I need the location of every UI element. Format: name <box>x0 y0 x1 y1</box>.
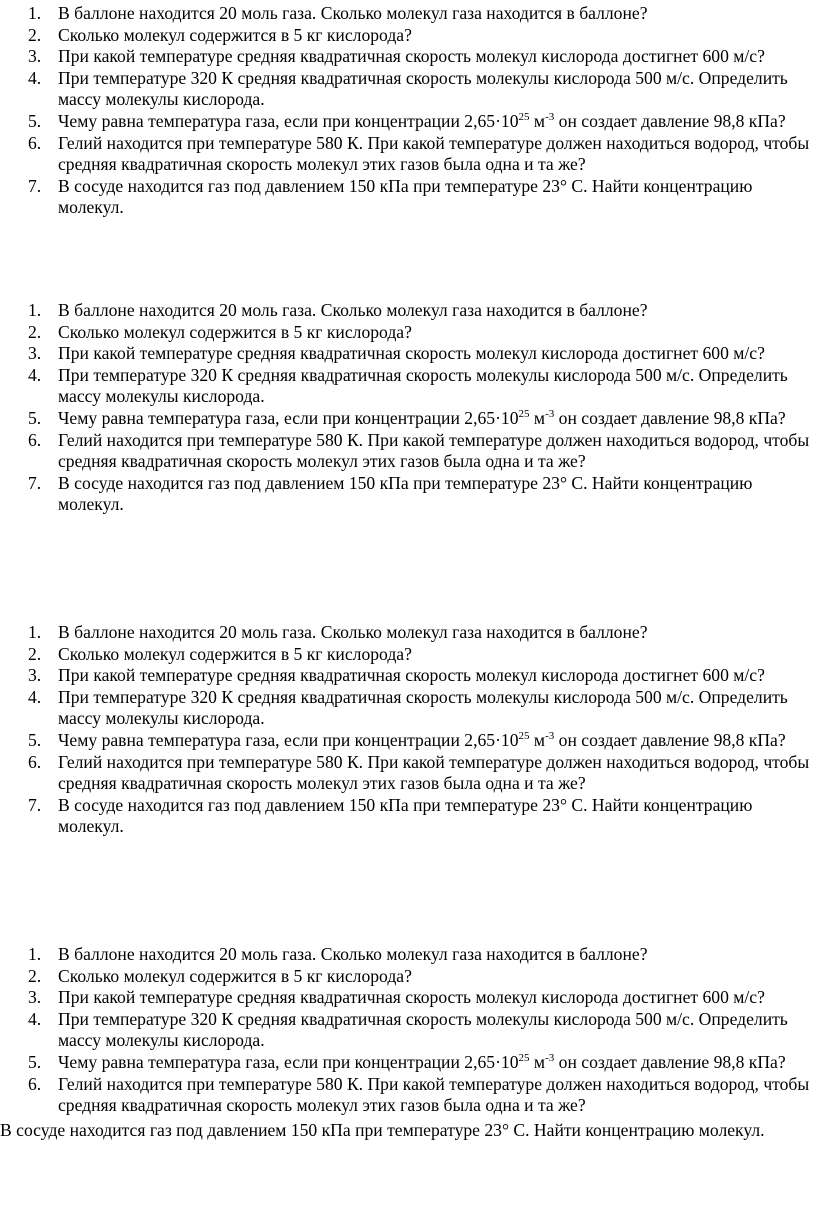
superscript-exponent: -3 <box>545 407 555 420</box>
problem-list-4 <box>0 944 816 1143</box>
problem-number: 3. <box>28 987 42 1008</box>
problem-text <box>58 300 648 320</box>
problem-text <box>58 987 765 1007</box>
problem-text <box>58 430 809 472</box>
problem-text <box>58 752 809 794</box>
problem-item <box>0 1074 816 1117</box>
text-run: При какой температуре средняя квадратичная скорость молекул кислорода достигнет 600 м/с? <box>58 987 765 1008</box>
text-run: В баллоне находится 20 моль газа. Сколько молекул газа находится в баллоне? <box>58 622 648 642</box>
problem-number: 7. <box>28 175 42 196</box>
superscript-exponent: -3 <box>545 1051 555 1064</box>
problem-text <box>58 133 809 175</box>
problem-item <box>0 343 816 365</box>
problem-number: 1. <box>28 3 42 23</box>
text-run: При температуре 320 К средняя квадратичная скорость молекулы кислорода 500 м/с. Определить массу молекулы кислорода. <box>58 1008 788 1051</box>
text-run: В сосуде находится газ под давлением 150 кПа при температуре 23° С. Найти концентрацию молекул. <box>58 175 753 218</box>
problem-text <box>58 730 786 750</box>
text-run: При температуре 320 К средняя квадратичная скорость молекулы кислорода 500 м/с. Определить массу молекулы кислорода. <box>58 364 788 407</box>
problem-number: 5. <box>28 110 42 131</box>
problem-item <box>0 300 816 322</box>
problem-text <box>58 322 412 342</box>
problem-item <box>0 3 816 25</box>
text-run: Чему равна температура газа, если при концентрации 2,65·10 <box>58 729 519 750</box>
problem-number: 1. <box>28 622 42 642</box>
text-run: Сколько молекул содержится в 5 кг кислорода? <box>58 24 412 45</box>
problem-text <box>58 408 786 428</box>
superscript-exponent: 25 <box>518 1051 530 1064</box>
problem-item <box>0 133 816 176</box>
text-run: Сколько молекул содержится в 5 кг кислорода? <box>58 643 412 664</box>
problem-text-unnumbered: В сосуде находится газ под давлением 150 кПа при температуре 23° С. Найти концентрацию молекул. <box>0 1119 765 1140</box>
text-run: м <box>529 110 546 131</box>
problem-list-3 <box>0 622 816 838</box>
problem-item <box>0 987 816 1009</box>
problem-number: 3. <box>28 343 42 364</box>
problem-number: 4. <box>28 67 42 88</box>
problem-item <box>0 176 816 219</box>
text-run: Чему равна температура газа, если при концентрации 2,65·10 <box>58 110 519 131</box>
problem-item <box>0 322 816 344</box>
problem-number: 2. <box>28 643 42 664</box>
problem-number: 7. <box>28 794 42 815</box>
text-run: м <box>529 1051 546 1072</box>
text-run: он создает давление 98,8 кПа? <box>554 110 786 131</box>
text-run: м <box>529 729 546 750</box>
problem-text <box>58 68 788 110</box>
problem-text <box>58 46 765 66</box>
problem-number: 6. <box>28 751 42 772</box>
problem-item <box>0 622 816 644</box>
problem-number: 2. <box>28 24 42 45</box>
text-run: м <box>529 407 546 428</box>
problem-item <box>0 1009 816 1052</box>
superscript-exponent: 25 <box>518 407 530 420</box>
problem-number: 2. <box>28 965 42 986</box>
problem-text <box>58 1074 809 1116</box>
text-run: При температуре 320 К средняя квадратичная скорость молекулы кислорода 500 м/с. Определить массу молекулы кислорода. <box>58 686 788 729</box>
problem-text <box>58 665 765 685</box>
problem-number: 6. <box>28 429 42 450</box>
problem-item <box>0 430 816 473</box>
problem-item <box>0 752 816 795</box>
superscript-exponent: -3 <box>545 110 555 123</box>
problem-number: 3. <box>28 665 42 686</box>
problem-item <box>0 68 816 111</box>
text-run: При какой температуре средняя квадратичная скорость молекул кислорода достигнет 600 м/с? <box>58 665 765 686</box>
problem-number: 5. <box>28 729 42 750</box>
problem-item <box>0 408 816 430</box>
text-run: Чему равна температура газа, если при концентрации 2,65·10 <box>58 407 519 428</box>
text-run: Гелий находится при температуре 580 К. При какой температуре должен находиться водород, чтобы средняя квадратичная скорость молекул этих газов была одна и та же? <box>58 429 810 472</box>
problem-item <box>0 687 816 730</box>
problem-text <box>58 1009 788 1051</box>
problem-number: 1. <box>28 944 42 964</box>
text-run: В баллоне находится 20 моль газа. Сколько молекул газа находится в баллоне? <box>58 3 648 23</box>
problem-list-2 <box>0 300 816 516</box>
text-run: Сколько молекул содержится в 5 кг кислорода? <box>58 321 412 342</box>
text-run: Гелий находится при температуре 580 К. При какой температуре должен находиться водород, чтобы средняя квадратичная скорость молекул этих газов была одна и та же? <box>58 751 810 794</box>
problem-list-1 <box>0 3 816 219</box>
problem-item <box>0 473 816 516</box>
problem-text <box>58 644 412 664</box>
problem-item <box>0 111 816 133</box>
text-run: При температуре 320 К средняя квадратичная скорость молекулы кислорода 500 м/с. Определить массу молекулы кислорода. <box>58 67 788 110</box>
problem-text <box>58 687 788 729</box>
problem-number: 6. <box>28 132 42 153</box>
problem-item <box>0 795 816 838</box>
text-run: В баллоне находится 20 моль газа. Сколько молекул газа находится в баллоне? <box>58 944 648 964</box>
problem-text <box>58 176 752 218</box>
superscript-exponent: 25 <box>518 729 530 742</box>
problem-text <box>58 365 788 407</box>
problem-number: 4. <box>28 364 42 385</box>
text-run: он создает давление 98,8 кПа? <box>554 407 786 428</box>
problem-number: 5. <box>28 407 42 428</box>
text-run: он создает давление 98,8 кПа? <box>554 729 786 750</box>
problem-number: 6. <box>28 1073 42 1094</box>
superscript-exponent: 25 <box>518 110 530 123</box>
problem-item <box>0 966 816 988</box>
problem-text <box>58 795 752 837</box>
text-run: В баллоне находится 20 моль газа. Сколько молекул газа находится в баллоне? <box>58 300 648 320</box>
problem-item <box>0 1052 816 1074</box>
text-run: При какой температуре средняя квадратичная скорость молекул кислорода достигнет 600 м/с? <box>58 343 765 364</box>
text-run: В сосуде находится газ под давлением 150 кПа при температуре 23° С. Найти концентрацию молекул. <box>58 794 753 837</box>
problem-text <box>58 111 786 131</box>
problem-item <box>0 365 816 408</box>
problem-text <box>58 25 412 45</box>
problem-item <box>0 944 816 966</box>
problem-text <box>58 944 648 964</box>
problem-number: 7. <box>28 472 42 493</box>
problem-item <box>0 665 816 687</box>
problem-number: 5. <box>28 1051 42 1072</box>
text-run: При какой температуре средняя квадратичная скорость молекул кислорода достигнет 600 м/с? <box>58 46 765 67</box>
problem-item <box>0 25 816 47</box>
text-run: Гелий находится при температуре 580 К. При какой температуре должен находиться водород, чтобы средняя квадратичная скорость молекул этих газов была одна и та же? <box>58 132 810 175</box>
problem-number: 3. <box>28 46 42 67</box>
text-run: он создает давление 98,8 кПа? <box>554 1051 786 1072</box>
problem-number: 4. <box>28 1008 42 1029</box>
superscript-exponent: -3 <box>545 729 555 742</box>
problem-number: 2. <box>28 321 42 342</box>
text-run: Гелий находится при температуре 580 К. При какой температуре должен находиться водород, чтобы средняя квадратичная скорость молекул этих газов была одна и та же? <box>58 1073 810 1116</box>
problem-text <box>58 966 412 986</box>
problem-item <box>0 644 816 666</box>
problem-text <box>58 343 765 363</box>
problem-item <box>0 46 816 68</box>
problem-text <box>58 3 648 23</box>
text-run: Чему равна температура газа, если при концентрации 2,65·10 <box>58 1051 519 1072</box>
problem-number: 1. <box>28 300 42 320</box>
text-run: Сколько молекул содержится в 5 кг кислорода? <box>58 965 412 986</box>
problem-text <box>58 622 648 642</box>
problem-item <box>0 730 816 752</box>
problem-number: 4. <box>28 686 42 707</box>
problem-text <box>58 473 752 515</box>
text-run: В сосуде находится газ под давлением 150 кПа при температуре 23° С. Найти концентрацию молекул. <box>58 472 753 515</box>
problem-text <box>58 1052 786 1072</box>
